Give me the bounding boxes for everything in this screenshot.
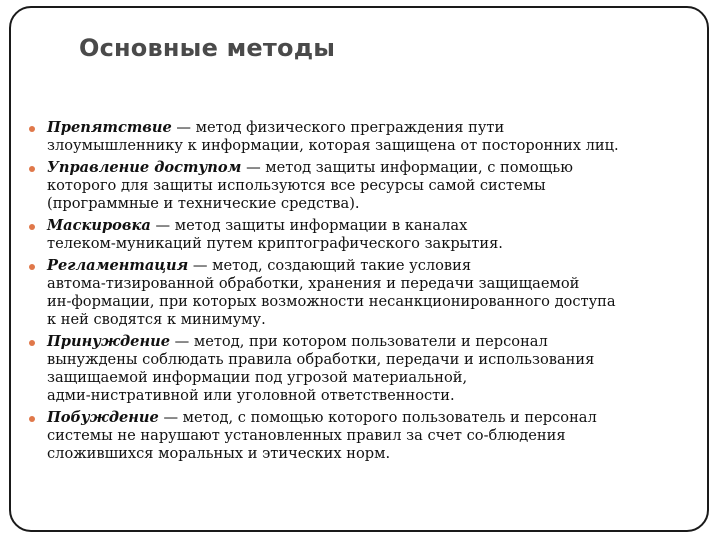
bullet-icon xyxy=(29,340,35,346)
bullet-icon xyxy=(29,264,35,270)
list-item-motivation xyxy=(25,409,709,463)
method-text: — метод, с помощью которого пользователь и персонал xyxy=(158,409,597,426)
list-item-obstacle xyxy=(25,119,709,155)
bullet-icon xyxy=(29,166,35,172)
list-item-coercion xyxy=(25,333,709,405)
method-line: которого для защиты используются все ресурсы самой системы xyxy=(47,177,546,194)
method-line: сложившихся моральных и этических норм. xyxy=(47,445,391,462)
method-line: автома-тизированной обработки, хранения и передачи защищаемой xyxy=(47,275,580,292)
method-term: Маскировка xyxy=(47,217,151,234)
method-line xyxy=(47,257,709,275)
method-text: — метод, создающий такие условия xyxy=(188,257,472,274)
list-item-regulation xyxy=(25,257,709,329)
method-text: — метод, при котором пользователи и персонал xyxy=(170,333,548,350)
method-line: телеком-муникаций путем криптографического закрытия. xyxy=(47,235,503,252)
method-term: Управление доступом xyxy=(47,159,242,176)
method-line xyxy=(47,409,709,427)
method-line: защищаемой информации под угрозой материальной, xyxy=(47,369,468,386)
method-line: (программные и технические средства). xyxy=(47,195,360,212)
bullet-icon xyxy=(29,126,35,132)
bullet-icon xyxy=(29,416,35,422)
method-text: — метод физического преграждения пути xyxy=(171,119,505,136)
method-term: Регламентация xyxy=(47,257,189,274)
method-line: вынуждены соблюдать правила обработки, передачи и использования xyxy=(47,351,595,368)
methods-list xyxy=(25,119,709,467)
method-line xyxy=(47,119,709,137)
method-line: злоумышленнику к информации, которая защищена от посторонних лиц. xyxy=(47,137,619,154)
method-term: Побуждение xyxy=(47,409,159,426)
method-line: к ней сводятся к минимуму. xyxy=(47,311,266,328)
method-term: Препятствие xyxy=(47,119,172,136)
slide-frame xyxy=(9,6,709,532)
method-term: Принуждение xyxy=(47,333,170,350)
method-text: — метод защиты информации в каналах xyxy=(150,217,468,234)
method-text: — метод защиты информации, с помощью xyxy=(241,159,573,176)
bullet-icon xyxy=(29,224,35,230)
method-line xyxy=(47,217,709,235)
list-item-access-control xyxy=(25,159,709,213)
method-line: ин-формации, при которых возможности несанкционированного доступа xyxy=(47,293,616,310)
method-line xyxy=(47,159,709,177)
slide-title: Основные методы xyxy=(79,34,336,62)
list-item-masking xyxy=(25,217,709,253)
method-line xyxy=(47,333,709,351)
method-line: системы не нарушают установленных правил за счет со-блюдения xyxy=(47,427,566,444)
method-line: адми-нистративной или уголовной ответственности. xyxy=(47,387,455,404)
